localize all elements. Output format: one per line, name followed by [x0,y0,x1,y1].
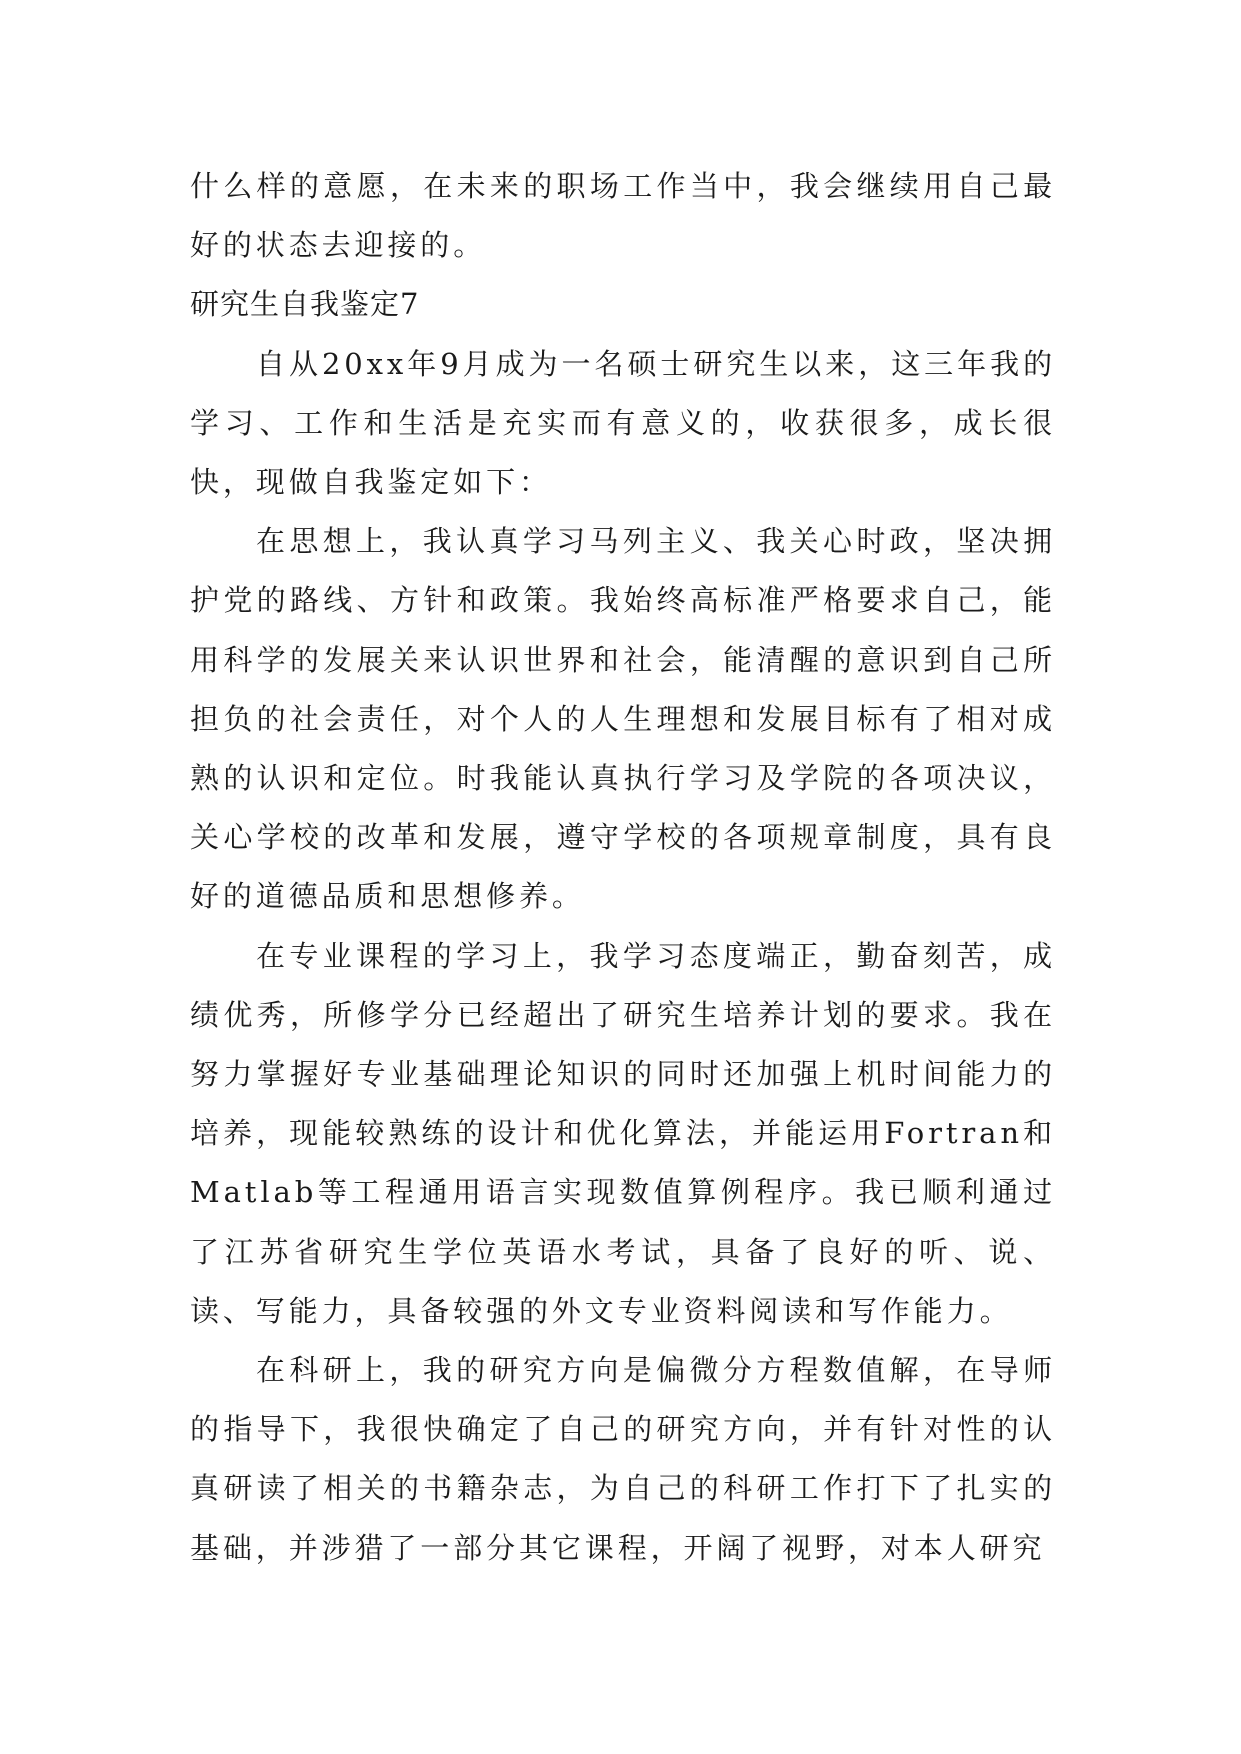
section-heading: 研究生自我鉴定7 [190,287,420,322]
paragraph-research: 在科研上，我的研究方向是偏微分方程数值解，在导师的指导下，我很快确定了自己的研究方向，并有针对性的认真研读了相关的书籍杂志，为自己的科研工作打下了扎实的基础，并涉猎了一部分其它课程，开阔了视野，对本人研究 [190,1353,1056,1565]
paragraph-coursework: 在专业课程的学习上，我学习态度端正，勤奋刻苦，成绩优秀，所修学分已经超出了研究生培养计划的要求。我在努力掌握好专业基础理论知识的同时还加强上机时间能力的培养，现能较熟练的设计和优化算法，并能运用Fortran和Matlab等工程通用语言实现数值算例程序。我已顺利通过了江苏省研究生学位英语水考试，具备了良好的听、说、读、写能力，具备较强的外文专业资料阅读和写作能力。 [190,938,1056,1328]
paragraph-continuation: 什么样的意愿，在未来的职场工作当中，我会继续用自己最好的状态去迎接的。 [190,169,1056,263]
document-body [190,157,1056,1578]
paragraph-ideology: 在思想上，我认真学习马列主义、我关心时政，坚决拥护党的路线、方针和政策。我始终高标准严格要求自己，能用科学的发展关来认识世界和社会，能清醒的意识到自己所担负的社会责任，对个人的人生理想和发展目标有了相对成熟的认识和定位。时我能认真执行学习及学院的各项决议，关心学校的改革和发展，遵守学校的各项规章制度，具有良好的道德品质和思想修养。 [190,524,1056,914]
paragraph-intro: 自从20xx年9月成为一名硕士研究生以来，这三年我的学习、工作和生活是充实而有意义的，收获很多，成长很快，现做自我鉴定如下： [190,346,1056,500]
